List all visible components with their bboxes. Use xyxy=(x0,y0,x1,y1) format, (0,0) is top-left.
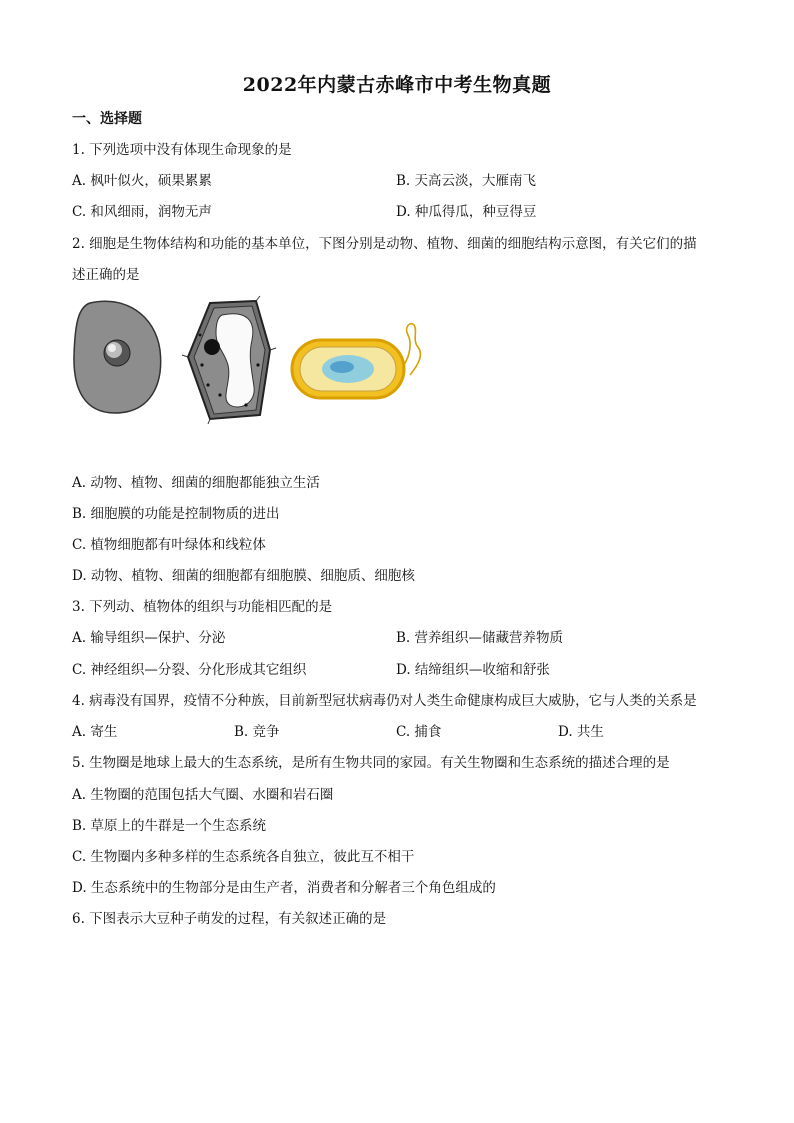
question-1-option-a: A. 枫叶似火，硕果累累 xyxy=(72,173,212,189)
question-4-option-c: C. 捕食 xyxy=(396,724,442,740)
question-3-option-c: C. 神经组织—分裂、分化形成其它组织 xyxy=(72,662,307,678)
question-3-option-d: D. 结缔组织—收缩和舒张 xyxy=(396,662,550,678)
question-5-option-d: D. 生态系统中的生物部分是由生产者，消费者和分解者三个角色组成的 xyxy=(72,880,496,896)
question-2-stem-line2: 述正确的是 xyxy=(72,267,140,283)
question-4-stem: 4. 病毒没有国界，疫情不分种族，目前新型冠状病毒仍对人类生命健康构成巨大威胁，它与人类的关系是 xyxy=(72,693,697,709)
question-4-option-d: D. 共生 xyxy=(558,724,604,740)
animal-cell-figure xyxy=(74,301,161,413)
question-2-stem-line1: 2. 细胞是生物体结构和功能的基本单位，下图分别是动物、植物、细菌的细胞结构示意图，有关它们的描 xyxy=(72,236,697,252)
question-3-option-b: B. 营养组织—储藏营养物质 xyxy=(396,630,564,646)
question-2-option-d: D. 动物、植物、细菌的细胞都有细胞膜、细胞质、细胞核 xyxy=(72,568,415,584)
question-6-stem: 6. 下图表示大豆种子萌发的过程，有关叙述正确的是 xyxy=(72,911,387,927)
question-3-stem: 3. 下列动、植物体的组织与功能相匹配的是 xyxy=(72,599,333,615)
question-4-option-b: B. 竞争 xyxy=(234,724,280,740)
plant-cell-figure xyxy=(182,296,276,424)
question-5-stem: 5. 生物圈是地球上最大的生态系统，是所有生物共同的家园。有关生物圈和生态系统的描述合理的是 xyxy=(72,755,670,771)
bacterium-figure xyxy=(292,324,420,398)
page-title: 2022年内蒙古赤峰市中考生物真题 xyxy=(242,74,552,96)
question-2-option-a: A. 动物、植物、细菌的细胞都能独立生活 xyxy=(72,475,320,491)
question-2-option-b: B. 细胞膜的功能是控制物质的进出 xyxy=(72,506,280,522)
question-1-option-d: D. 种瓜得瓜，种豆得豆 xyxy=(396,204,537,220)
question-1-option-c: C. 和风细雨，润物无声 xyxy=(72,204,212,220)
question-3-option-a: A. 输导组织—保护、分泌 xyxy=(72,630,226,646)
section-heading: 一、选择题 xyxy=(72,111,142,127)
question-5-option-b: B. 草原上的牛群是一个生态系统 xyxy=(72,818,267,834)
question-1-stem: 1. 下列选项中没有体现生命现象的是 xyxy=(72,142,292,158)
question-4-option-a: A. 寄生 xyxy=(72,724,118,740)
question-1-option-b: B. 天高云淡，大雁南飞 xyxy=(396,173,537,189)
question-2-option-c: C. 植物细胞都有叶绿体和线粒体 xyxy=(72,537,266,553)
cell-diagrams xyxy=(70,295,430,425)
question-5-option-a: A. 生物圈的范围包括大气圈、水圈和岩石圈 xyxy=(72,787,334,803)
question-5-option-c: C. 生物圈内多种多样的生态系统各自独立，彼此互不相干 xyxy=(72,849,415,865)
